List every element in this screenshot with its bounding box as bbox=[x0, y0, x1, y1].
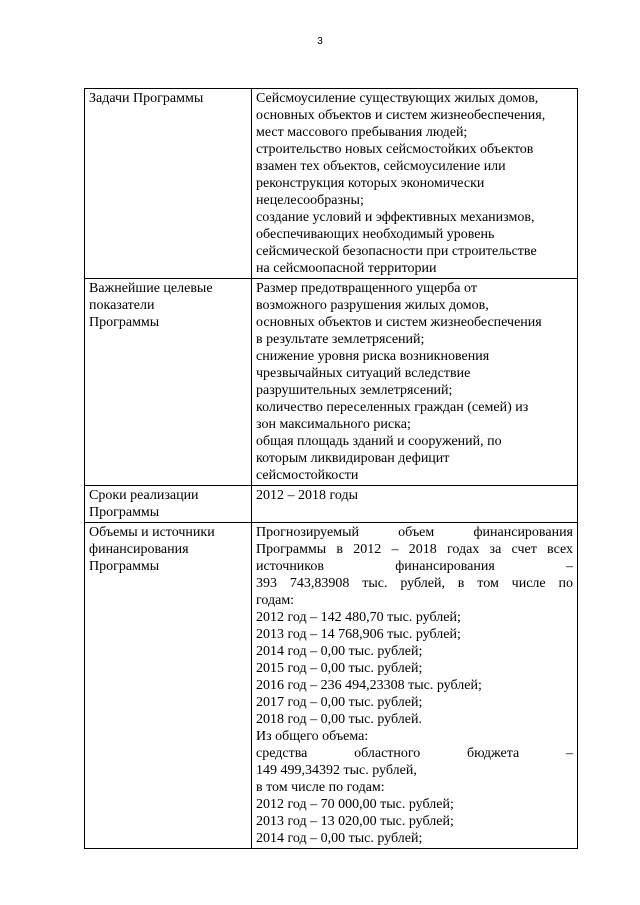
label-line: Объемы и источники bbox=[89, 525, 215, 540]
label-line: Программы bbox=[89, 505, 160, 520]
content-line: в результате землетрясений; bbox=[256, 332, 425, 347]
label-line: финансирования bbox=[89, 542, 189, 557]
content-line: 2014 год – 0,00 тыс. рублей; bbox=[256, 644, 423, 659]
content-line: общая площадь зданий и сооружений, по bbox=[256, 434, 502, 449]
content-line: средства областного бюджета – bbox=[256, 746, 573, 761]
content-line: Прогнозируемый объем финансирования bbox=[256, 525, 573, 540]
table-row-funding bbox=[85, 523, 578, 849]
content-line: 2016 год – 236 494,23308 тыс. рублей; bbox=[256, 678, 482, 693]
content-line: 2015 год – 0,00 тыс. рублей; bbox=[256, 661, 423, 676]
content-line: 393 743,83908 тыс. рублей, в том числе по bbox=[256, 576, 573, 591]
content-line: 149 499,34392 тыс. рублей, bbox=[256, 763, 417, 778]
content-line: взамен тех объектов, сейсмоусиление или bbox=[256, 159, 506, 174]
content-line: мест массового пребывания людей; bbox=[256, 125, 468, 140]
content-line: зон максимального риска; bbox=[256, 417, 411, 432]
row-content bbox=[252, 523, 578, 849]
content-line: возможного разрушения жилых домов, bbox=[256, 298, 489, 313]
content-line: строительство новых сейсмостойких объектов bbox=[256, 142, 534, 157]
content-line: 2012 год – 142 480,70 тыс. рублей; bbox=[256, 610, 461, 625]
label-line: Задачи Программы bbox=[89, 91, 204, 106]
content-line: источников финансирования – bbox=[256, 559, 573, 574]
content-line: нецелесообразны; bbox=[256, 193, 364, 208]
content-line: обеспечивающих необходимый уровень bbox=[256, 227, 495, 242]
label-line: Сроки реализации bbox=[89, 488, 199, 503]
content-line: 2012 год – 70 000,00 тыс. рублей; bbox=[256, 797, 454, 812]
label-line: Программы bbox=[89, 315, 160, 330]
content-line: создание условий и эффективных механизмов, bbox=[256, 210, 535, 225]
content-line: чрезвычайных ситуаций вследствие bbox=[256, 366, 471, 381]
content-line: реконструкция которых экономически bbox=[256, 176, 485, 191]
table-row-objectives bbox=[85, 89, 578, 279]
content-line: Программы в 2012 – 2018 годах за счет всех bbox=[256, 542, 573, 557]
content-line: Размер предотвращенного ущерба от bbox=[256, 281, 477, 296]
label-line: Важнейшие целевые bbox=[89, 281, 213, 296]
row-label bbox=[85, 523, 252, 849]
label-line: Программы bbox=[89, 559, 160, 574]
content-line: Из общего объема: bbox=[256, 729, 369, 744]
content-line: 2013 год – 14 768,906 тыс. рублей; bbox=[256, 627, 461, 642]
content-line: разрушительных землетрясений; bbox=[256, 383, 453, 398]
row-content bbox=[252, 486, 578, 523]
content-line: которым ликвидирован дефицит bbox=[256, 451, 450, 466]
table-row-indicators bbox=[85, 279, 578, 486]
content-line: в том числе по годам: bbox=[256, 780, 385, 795]
content-line: сейсмической безопасности при строительстве bbox=[256, 244, 537, 259]
row-label bbox=[85, 486, 252, 523]
content-line: на сейсмоопасной территории bbox=[256, 261, 437, 276]
content-line: 2018 год – 0,00 тыс. рублей. bbox=[256, 712, 422, 727]
table-row-timeline bbox=[85, 486, 578, 523]
page-number: 3 bbox=[317, 36, 323, 47]
content-line: Сейсмоусиление существующих жилых домов, bbox=[256, 91, 539, 106]
content-line: 2012 – 2018 годы bbox=[256, 488, 359, 503]
content-line: 2014 год – 0,00 тыс. рублей; bbox=[256, 831, 423, 846]
row-content bbox=[252, 89, 578, 279]
content-line: количество переселенных граждан (семей) из bbox=[256, 400, 529, 415]
content-line: основных объектов и систем жизнеобеспечения bbox=[256, 315, 542, 330]
content-line: сейсмостойкости bbox=[256, 468, 359, 483]
content-line: годам: bbox=[256, 593, 295, 608]
content-line: основных объектов и систем жизнеобеспечения, bbox=[256, 108, 546, 123]
row-label bbox=[85, 89, 252, 279]
content-line: 2013 год – 13 020,00 тыс. рублей; bbox=[256, 814, 454, 829]
row-label bbox=[85, 279, 252, 486]
content-line: 2017 год – 0,00 тыс. рублей; bbox=[256, 695, 423, 710]
program-passport-table bbox=[84, 88, 578, 849]
content-line: снижение уровня риска возникновения bbox=[256, 349, 490, 364]
row-content bbox=[252, 279, 578, 486]
label-line: показатели bbox=[89, 298, 155, 313]
